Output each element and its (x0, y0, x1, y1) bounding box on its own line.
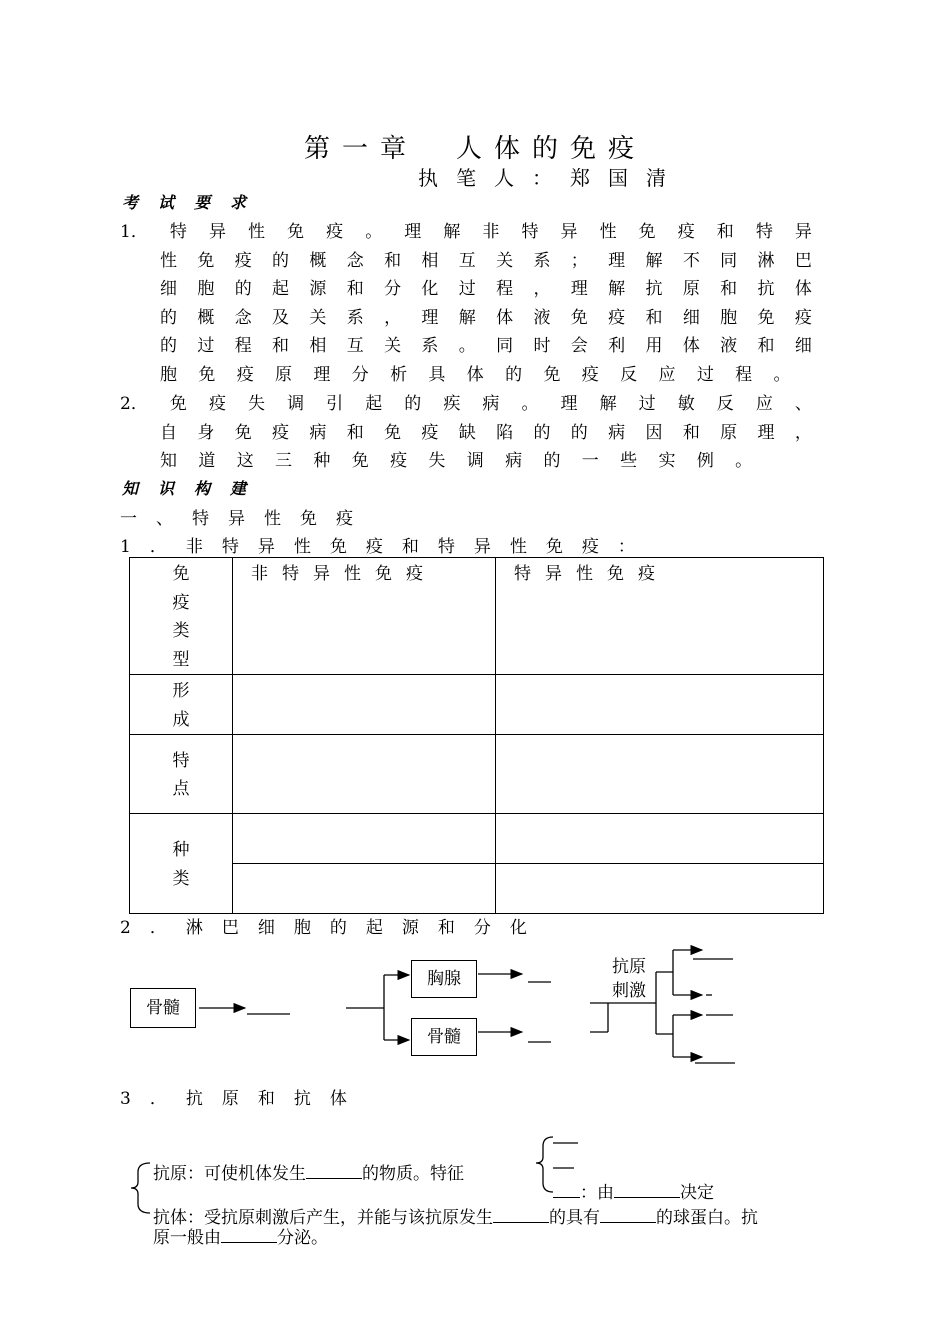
requirement-line: 性 免 疫 的 概 念 和 相 互 关 系 ； 理 解 不 同 淋 巴 (160, 250, 812, 271)
col-header-nonspecific: 非特异性免疫 (233, 558, 496, 675)
exam-requirements-heading: 考试要求 (122, 193, 267, 212)
blank-antibody-property[interactable] (600, 1222, 656, 1223)
requirement-line: 1． 特 异 性 免 疫 。 理 解 非 特 异 性 免 疫 和 特 异 (120, 222, 812, 242)
row-header-kinds: 种类 (130, 814, 233, 914)
blank-secreted-by[interactable] (221, 1242, 277, 1243)
blank-antigen-response[interactable] (306, 1178, 362, 1179)
thymus-box: 胸腺 (411, 960, 477, 998)
antigen-line: 抗原：可使机体发生 的物质。特征 (153, 1164, 464, 1184)
requirement-line: 自 身 免 疫 病 和 免 疫 缺 陷 的 的 病 因 和 原 理 ， (160, 422, 812, 443)
question3-title: 3．抗原和抗体 (120, 1089, 366, 1109)
antigen-stimulation-label: 抗原刺激 (612, 957, 646, 1001)
page-title: 第一章 人体的免疫 (303, 134, 646, 164)
requirement-line: 的 过 程 和 相 互 关 系 。 同 时 会 利 用 体 液 和 细 (160, 336, 812, 357)
blank-antibody-reaction[interactable] (493, 1222, 549, 1223)
row-header-features: 特点 (130, 735, 233, 814)
requirement-line: 胞 免 疫 原 理 分 析 具 体 的 免 疫 反 应 过 程 。 (160, 365, 791, 385)
bone-marrow-box-right: 骨髓 (411, 1018, 477, 1056)
requirement-line: 知 道 这 三 种 免 疫 失 调 病 的 一 些 实 例 。 (160, 451, 753, 472)
knowledge-heading: 知识构建 (122, 479, 267, 498)
requirement-line: 的 概 念 及 关 系 ， 理 解 体 液 免 疫 和 细 胞 免 疫 (160, 307, 812, 328)
blank-feature-3[interactable] (553, 1197, 580, 1198)
row-header-formation: 形成 (130, 675, 233, 735)
antibody-line-1: 抗体：受抗原刺激后产生，并能与该抗原发生 的具有 的球蛋白。抗 (153, 1208, 758, 1228)
bone-marrow-box-left: 骨髓 (130, 988, 196, 1028)
part1-title: 一、特异性免疫 (120, 509, 372, 529)
col-header-specific: 特异性免疫 (496, 558, 824, 675)
requirement-line: 2． 免 疫 失 调 引 起 的 疾 病 。 理 解 过 敏 反 应 、 (120, 394, 812, 414)
author-line: 执笔人：郑国清 (418, 166, 684, 190)
row-header-type: 免疫类型 (130, 558, 233, 675)
requirement-line: 细 胞 的 起 源 和 分 化 过 程 ， 理 解 抗 原 和 抗 体 (160, 279, 812, 300)
question2-title: 2．淋巴细胞的起源和分化 (120, 918, 546, 938)
feature-determinant-line: ：由 决定 (553, 1178, 714, 1203)
antibody-line-2: 原一般由 分泌。 (153, 1228, 328, 1248)
question1-title: 1．非特异性免疫和特异性免疫： (120, 537, 654, 557)
blank-determined-by[interactable] (614, 1197, 680, 1198)
